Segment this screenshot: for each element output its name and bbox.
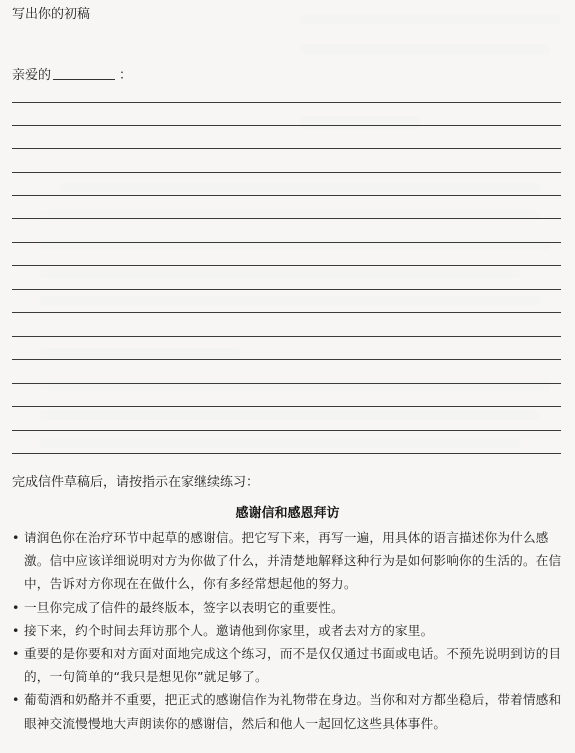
- writing-line[interactable]: [12, 242, 561, 243]
- worksheet-title: 写出你的初稿: [12, 7, 91, 22]
- writing-line[interactable]: [12, 359, 561, 360]
- salutation-label: 亲爱的: [12, 68, 52, 83]
- recipient-blank[interactable]: [53, 78, 115, 80]
- instruction-list: [12, 526, 567, 735]
- writing-line[interactable]: [12, 125, 561, 126]
- writing-line[interactable]: [12, 312, 561, 313]
- salutation-line: [12, 64, 132, 83]
- writing-line[interactable]: [12, 195, 561, 196]
- section-heading: 感谢信和感恩拜访: [235, 506, 340, 521]
- list-item: • 葡萄酒和奶酪并不重要，把正式的感谢信作为礼物带在身边。当你和对方都坐稳后，带着情感和眼神交流慢慢地大声朗读你的感谢信，然后和他人一起回忆这些具体事件。: [12, 688, 567, 734]
- writing-line[interactable]: [12, 383, 561, 384]
- writing-line[interactable]: [12, 265, 561, 266]
- writing-line[interactable]: [12, 148, 561, 149]
- writing-line[interactable]: [12, 102, 561, 103]
- homework-instruction: 完成信件草稿后，请按指示在家继续练习：: [12, 475, 260, 490]
- writing-line[interactable]: [12, 218, 561, 219]
- salutation-colon: ：: [119, 68, 133, 83]
- list-item: • 一旦你完成了信件的最终版本，签字以表明它的重要性。: [12, 596, 567, 619]
- writing-line[interactable]: [12, 430, 561, 431]
- writing-line[interactable]: [12, 453, 561, 454]
- writing-line[interactable]: [12, 289, 561, 290]
- writing-line[interactable]: [12, 336, 561, 337]
- list-item: • 接下来，约个时间去拜访那个人。邀请他到你家里，或者去对方的家里。: [12, 619, 567, 642]
- writing-line[interactable]: [12, 406, 561, 407]
- writing-line[interactable]: [12, 172, 561, 173]
- list-item: • 重要的是你要和对方面对面地完成这个练习，而不是仅仅通过书面或电话。不预先说明到访的目的，一句简单的“我只是想见你”就足够了。: [12, 642, 567, 688]
- list-item: • 请润色你在治疗环节中起草的感谢信。把它写下来，再写一遍，用具体的语言描述你为什么感激。信中应该详细说明对方为你做了什么，并清楚地解释这种行为是如何影响你的生活的。在信中，告诉对方你现在在做什么，你有多经常想起他的努力。: [12, 526, 567, 596]
